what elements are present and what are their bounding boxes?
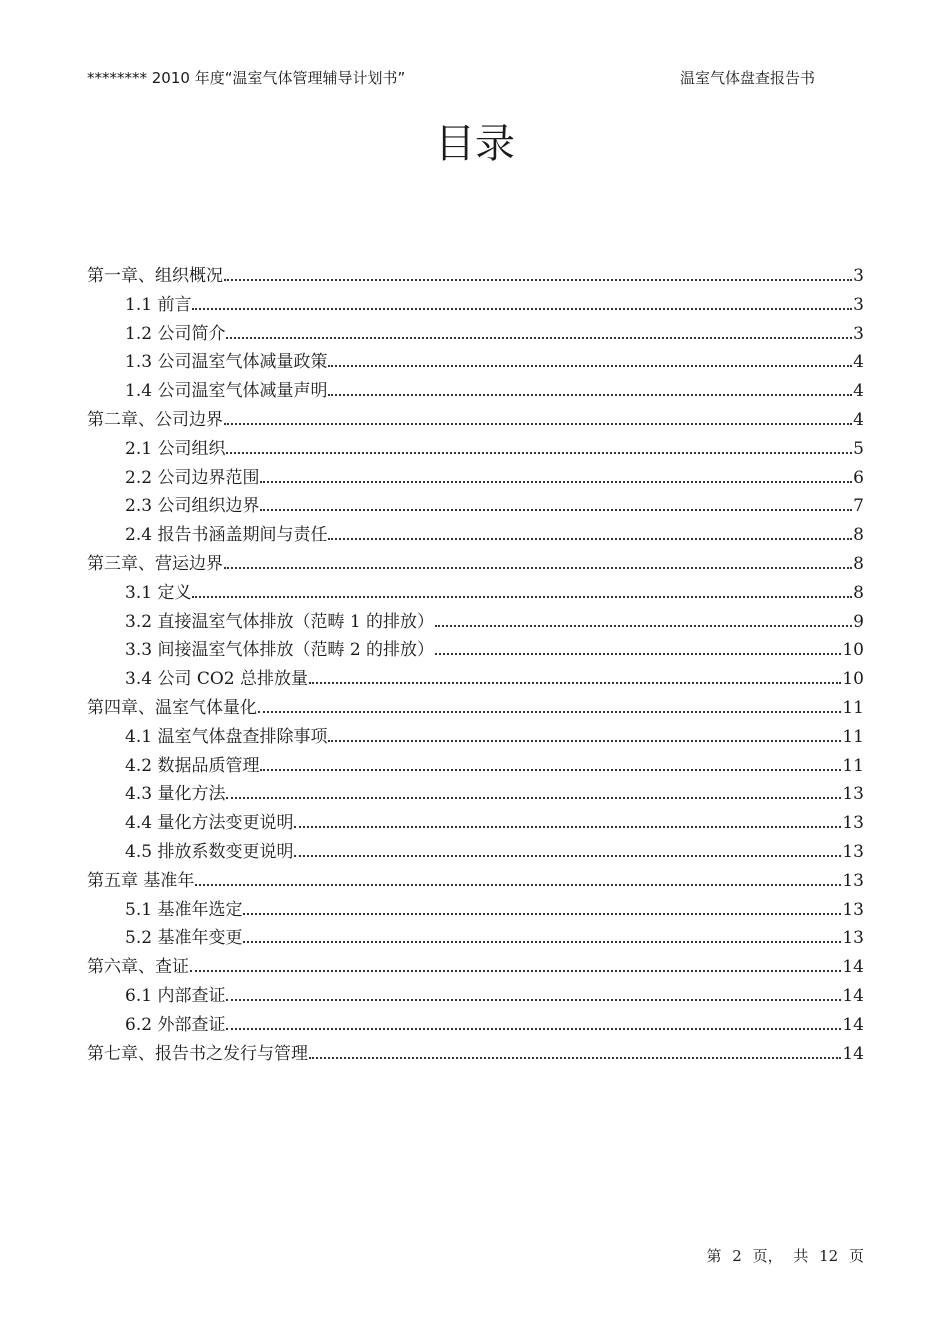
toc-entry-title: 3.1 定义 — [125, 582, 192, 603]
toc-dot-leader — [328, 394, 852, 396]
header-report-name: 温室气体盘查报告书 — [679, 69, 815, 87]
toc-page-number: 10 — [842, 669, 864, 690]
toc-page-number: 14 — [842, 1014, 864, 1035]
toc-page-number: 4 — [853, 352, 864, 373]
toc-page-number: 14 — [842, 957, 864, 978]
toc-section-entry[interactable] — [87, 982, 864, 1011]
toc-page-number: 3 — [853, 323, 864, 344]
toc-entry-title: 2.3 公司组织边界 — [125, 496, 260, 517]
page-title: 目录 — [435, 121, 515, 167]
toc-entry-title: 5.1 基准年选定 — [125, 899, 243, 920]
toc-dot-leader — [260, 769, 841, 771]
toc-dot-leader — [435, 653, 841, 655]
toc-entry-title: 4.5 排放系数变更说明 — [125, 841, 294, 862]
toc-section-entry[interactable] — [87, 608, 864, 637]
page-number-footer: 第 2 页， 共 12 页 — [706, 1247, 864, 1265]
toc-page-number: 6 — [853, 467, 864, 488]
toc-section-entry[interactable] — [87, 377, 864, 406]
toc-chapter-entry[interactable] — [87, 262, 864, 291]
toc-page-number: 11 — [842, 726, 864, 747]
toc-page-number: 9 — [853, 611, 864, 632]
toc-page-number: 13 — [842, 813, 864, 834]
toc-section-entry[interactable] — [87, 752, 864, 781]
toc-dot-leader — [190, 970, 841, 972]
toc-page-number: 13 — [842, 784, 864, 805]
toc-dot-leader — [260, 509, 852, 511]
toc-dot-leader — [226, 337, 852, 339]
toc-section-entry[interactable] — [87, 579, 864, 608]
toc-dot-leader — [309, 682, 841, 684]
toc-section-entry[interactable] — [87, 521, 864, 550]
toc-page-number: 13 — [842, 928, 864, 949]
toc-dot-leader — [226, 999, 841, 1001]
toc-entry-title: 第五章 基准年 — [87, 870, 195, 891]
toc-page-number: 10 — [842, 640, 864, 661]
toc-dot-leader — [243, 913, 841, 915]
toc-entry-title: 3.4 公司 CO2 总排放量 — [125, 669, 309, 690]
toc-page-number: 14 — [842, 985, 864, 1006]
toc-section-entry[interactable] — [87, 838, 864, 867]
toc-entry-title: 第六章、查证 — [87, 957, 189, 978]
toc-entry-title: 第二章、公司边界 — [87, 409, 223, 430]
toc-section-entry[interactable] — [87, 665, 864, 694]
toc-page-number: 3 — [853, 294, 864, 315]
toc-entry-title: 4.1 温室气体盘查排除事项 — [125, 726, 328, 747]
toc-entry-title: 4.2 数据品质管理 — [125, 755, 260, 776]
toc-page-number: 14 — [842, 1043, 864, 1064]
toc-page-number: 11 — [842, 755, 864, 776]
toc-section-entry[interactable] — [87, 492, 864, 521]
toc-chapter-entry[interactable] — [87, 953, 864, 982]
toc-section-entry[interactable] — [87, 896, 864, 925]
toc-page-number: 13 — [842, 870, 864, 891]
toc-dot-leader — [226, 797, 841, 799]
toc-page-number: 4 — [853, 381, 864, 402]
toc-dot-leader — [224, 423, 852, 425]
toc-page-number: 4 — [853, 409, 864, 430]
toc-dot-leader — [328, 538, 852, 540]
toc-entry-title: 3.2 直接温室气体排放（范畴 1 的排放） — [125, 611, 435, 632]
toc-dot-leader — [328, 740, 841, 742]
toc-dot-leader — [309, 1057, 841, 1059]
toc-dot-leader — [226, 452, 852, 454]
toc-dot-leader — [328, 365, 852, 367]
toc-entry-title: 第一章、组织概况 — [87, 266, 223, 286]
toc-entry-title: 第七章、报告书之发行与管理 — [87, 1043, 308, 1064]
toc-section-entry[interactable] — [87, 924, 864, 953]
toc-dot-leader — [192, 308, 852, 310]
table-of-contents — [87, 262, 864, 1068]
toc-section-entry[interactable] — [87, 723, 864, 752]
toc-chapter-entry[interactable] — [87, 406, 864, 435]
toc-dot-leader — [435, 625, 852, 627]
toc-page-number: 3 — [853, 266, 864, 286]
toc-page-number: 8 — [853, 553, 864, 574]
toc-section-entry[interactable] — [87, 320, 864, 349]
toc-dot-leader — [224, 567, 852, 569]
toc-entry-title: 第四章、温室气体量化 — [87, 697, 257, 718]
toc-entry-title: 2.2 公司边界范围 — [125, 467, 260, 488]
toc-dot-leader — [260, 481, 852, 483]
toc-page-number: 13 — [842, 899, 864, 920]
toc-dot-leader — [192, 596, 852, 598]
toc-section-entry[interactable] — [87, 1011, 864, 1040]
toc-section-entry[interactable] — [87, 636, 864, 665]
toc-dot-leader — [224, 279, 852, 281]
toc-entry-title: 5.2 基准年变更 — [125, 928, 243, 949]
toc-dot-leader — [294, 855, 841, 857]
header-document-title: ******** 2010 年度“温室气体管理辅导计划书” — [87, 69, 406, 87]
toc-page-number: 11 — [842, 697, 864, 718]
toc-entry-title: 1.2 公司简介 — [125, 323, 226, 344]
toc-entry-title: 6.1 内部查证 — [125, 985, 226, 1006]
toc-dot-leader — [258, 711, 841, 713]
toc-page-number: 5 — [853, 438, 864, 459]
toc-entry-title: 4.3 量化方法 — [125, 784, 226, 805]
toc-entry-title: 2.1 公司组织 — [125, 438, 226, 459]
toc-entry-title: 3.3 间接温室气体排放（范畴 2 的排放） — [125, 640, 435, 661]
toc-chapter-entry[interactable] — [87, 550, 864, 579]
toc-page-number: 8 — [853, 582, 864, 603]
toc-entry-title: 6.2 外部查证 — [125, 1014, 226, 1035]
toc-entry-title: 1.4 公司温室气体减量声明 — [125, 381, 328, 402]
toc-entry-title: 1.1 前言 — [125, 294, 192, 315]
toc-page-number: 13 — [842, 841, 864, 862]
toc-page-number: 8 — [853, 525, 864, 546]
toc-section-entry[interactable] — [87, 435, 864, 464]
toc-page-number: 7 — [853, 496, 864, 517]
toc-entry-title: 1.3 公司温室气体减量政策 — [125, 352, 328, 373]
toc-section-entry[interactable] — [87, 464, 864, 493]
toc-chapter-entry[interactable] — [87, 1040, 864, 1069]
toc-section-entry[interactable] — [87, 348, 864, 377]
toc-section-entry[interactable] — [87, 291, 864, 320]
toc-entry-title: 4.4 量化方法变更说明 — [125, 813, 294, 834]
toc-dot-leader — [294, 826, 841, 828]
toc-dot-leader — [243, 941, 841, 943]
toc-chapter-entry[interactable] — [87, 867, 864, 896]
toc-chapter-entry[interactable] — [87, 694, 864, 723]
toc-entry-title: 第三章、营运边界 — [87, 553, 223, 574]
toc-entry-title: 2.4 报告书涵盖期间与责任 — [125, 525, 328, 546]
toc-dot-leader — [195, 884, 841, 886]
toc-section-entry[interactable] — [87, 809, 864, 838]
toc-dot-leader — [226, 1028, 841, 1030]
toc-section-entry[interactable] — [87, 780, 864, 809]
